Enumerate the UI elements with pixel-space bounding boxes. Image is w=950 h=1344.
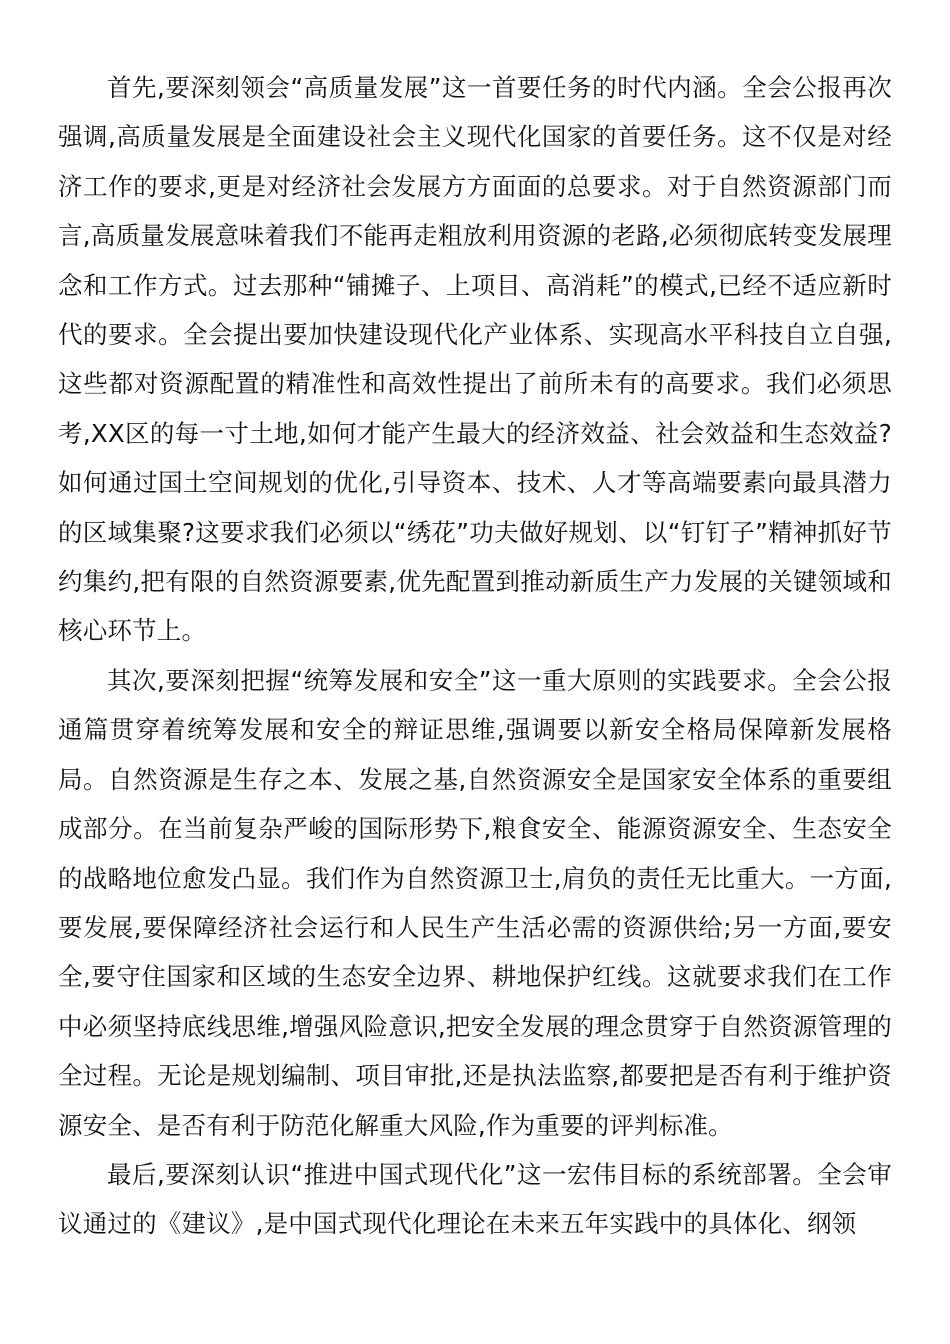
paragraph-high-quality-development: 首先,要深刻领会“高质量发展”这一首要任务的时代内涵。全会公报再次强调,高质量发展是全面建设社会主义现代化国家的首要任务。这不仅是对经济工作的要求,更是对经济社会发展方方面面的总要求。对于自然资源部门而言,高质量发展意味着我们不能再走粗放利用资源的老路,必须彻底转变发展理念和工作方式。过去那种“铺摊子、上项目、高消耗”的模式,已经不适应新时代的要求。全会提出要加快建设现代化产业体系、实现高水平科技自立自强,这些都对资源配置的精准性和高效性提出了前所未有的高要求。我们必须思考,XX区的每一寸土地,如何才能产生最大的经济效益、社会效益和生态效益?如何通过国土空间规划的优化,引导资本、技术、人才等高端要素向最具潜力的区域集聚?这要求我们必须以“绣花”功夫做好规划、以“钉钉子”精神抓好节约集约,把有限的自然资源要素,优先配置到推动新质生产力发展的关键领域和核心环节上。 — [58, 73, 892, 646]
paragraph-development-and-security: 其次,要深刻把握“统筹发展和安全”这一重大原则的实践要求。全会公报通篇贯穿着统筹发展和安全的辩证思维,强调要以新安全格局保障新发展格局。自然资源是生存之本、发展之基,自然资源安全是国家安全体系的重要组成部分。在当前复杂严峻的国际形势下,粮食安全、能源资源安全、生态安全的战略地位愈发凸显。我们作为自然资源卫士,肩负的责任无比重大。一方面,要发展,要保障经济社会运行和人民生产生活必需的资源供给;另一方面,要安全,要守住国家和区域的生态安全边界、耕地保护红线。这就要求我们在工作中必须坚持底线思维,增强风险意识,把安全发展的理念贯穿于自然资源管理的全过程。无论是规划编制、项目审批,还是执法监察,都要把是否有利于维护资源安全、是否有利于防范化解重大风险,作为重要的评判标准。 — [58, 665, 892, 1140]
paragraph-chinese-modernization: 最后,要深刻认识“推进中国式现代化”这一宏伟目标的系统部署。全会审议通过的《建议》,是中国式现代化理论在未来五年实践中的具体化、纲领 — [58, 1159, 892, 1239]
document-body — [58, 63, 892, 1249]
